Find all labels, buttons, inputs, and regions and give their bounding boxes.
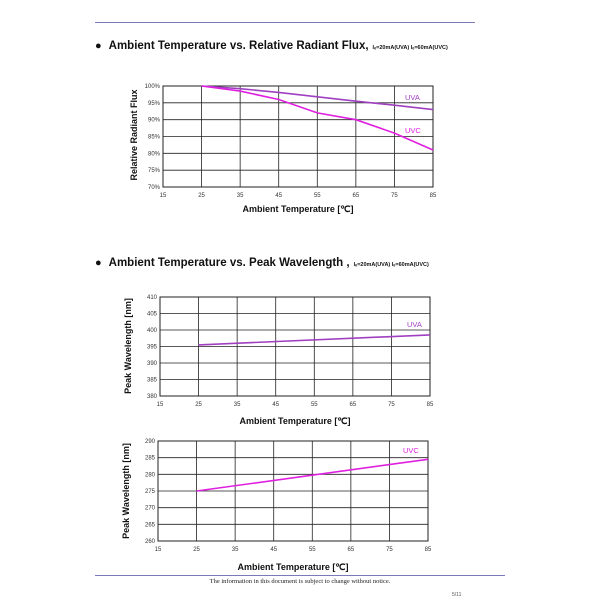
x-tick-label: 75 [386,547,393,553]
y-tick-label: 90% [147,117,160,124]
y-axis-label: Peak Wavelength [nm] [121,443,131,539]
y-tick-label: 260 [144,539,155,545]
test-condition: Iₑ=20mA(UVA) Iₑ=60mA(UVC) [353,262,429,268]
y-tick-label: 380 [146,394,157,400]
page-number: 5/11 [452,592,462,598]
y-tick-label: 290 [144,439,155,445]
x-tick-label: 35 [233,402,241,408]
footer-notice: The information in this document is subject to change without notice. [209,578,391,585]
y-tick-label: 285 [144,455,155,462]
x-tick-label: 35 [231,547,239,553]
y-tick-label: 410 [146,295,157,301]
footer-rule [95,575,505,576]
section-title-text: Ambient Temperature vs. Peak Wavelength , [108,257,350,269]
x-tick-label: 45 [275,193,283,199]
y-tick-label: 75% [147,168,160,175]
x-axis-label: Ambient Temperature [℃] [242,204,354,214]
x-tick-label: 15 [159,193,167,199]
y-tick-label: 85% [147,134,160,141]
y-tick-label: 70% [147,185,160,191]
y-tick-label: 390 [146,361,157,367]
bullet: ● [95,257,102,269]
y-tick-label: 100% [144,84,160,90]
section-title-text: Ambient Temperature vs. Relative Radiant Flux, [108,40,369,52]
test-condition: Iₑ=20mA(UVA) Iₑ=60mA(UVC) [372,45,448,51]
x-tick-label: 75 [388,402,395,408]
y-tick-label: 80% [147,151,160,158]
y-tick-label: 265 [144,522,155,529]
x-tick-label: 85 [424,547,432,553]
x-tick-label: 85 [426,402,434,408]
y-axis-label: Relative Radiant Flux [129,89,139,181]
x-tick-label: 65 [349,402,357,408]
y-tick-label: 280 [144,472,155,479]
x-tick-label: 75 [391,193,398,199]
y-axis-label: Peak Wavelength [nm] [123,298,133,394]
x-tick-label: 55 [310,402,318,408]
series-label-uva: UVA [407,320,422,329]
series-label-uvc: UVC [403,446,419,455]
x-tick-label: 25 [198,193,205,199]
x-tick-label: 45 [272,402,280,408]
bullet: ● [95,40,102,52]
x-tick-label: 85 [429,193,437,199]
series-label-uva: UVA [405,93,420,102]
y-tick-label: 400 [146,328,157,334]
y-tick-label: 405 [146,311,157,318]
x-tick-label: 65 [347,547,355,553]
x-tick-label: 25 [195,402,202,408]
x-tick-label: 55 [308,547,316,553]
x-tick-label: 15 [156,402,164,408]
y-tick-label: 95% [147,100,160,107]
y-tick-label: 270 [144,505,155,512]
x-axis-label: Ambient Temperature [℃] [239,416,351,426]
x-tick-label: 65 [352,193,360,199]
y-tick-label: 395 [146,344,157,351]
x-axis-label: Ambient Temperature [℃] [237,562,349,572]
y-tick-label: 275 [144,489,155,495]
x-tick-label: 35 [236,193,244,199]
x-tick-label: 25 [193,547,200,553]
series-label-uvc: UVC [405,126,421,135]
x-tick-label: 15 [154,547,162,553]
x-tick-label: 55 [313,193,321,199]
y-tick-label: 385 [146,377,157,384]
x-tick-label: 45 [270,547,278,553]
